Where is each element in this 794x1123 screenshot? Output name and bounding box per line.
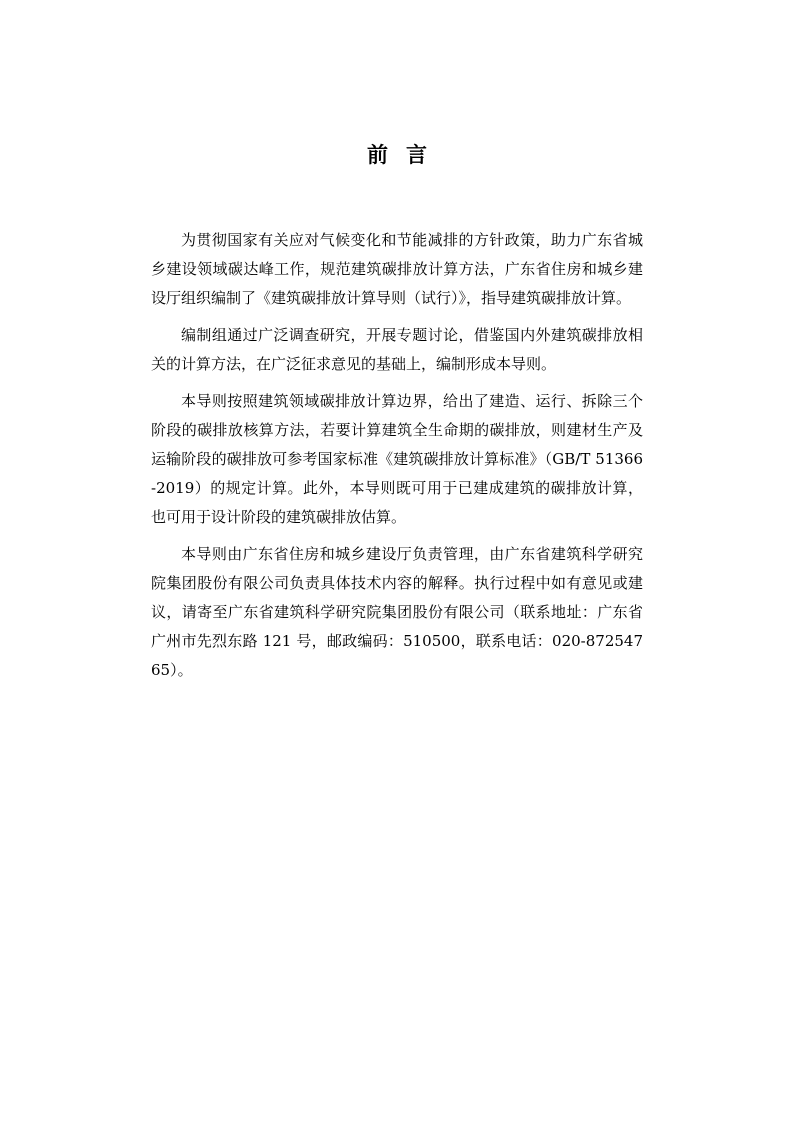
preface-body bbox=[151, 226, 643, 693]
paragraph-compilation: 编制组通过广泛调查研究，开展专题讨论，借鉴国内外建筑碳排放相关的计算方法，在广泛征求意见的基础上，编制形成本导则。 bbox=[151, 326, 643, 373]
paragraph-scope: 本导则按照建筑领域碳排放计算边界，给出了建造、运行、拆除三个阶段的碳排放核算方法，若要计算建筑全生命期的碳排放，则建材生产及运输阶段的碳排放可参考国家标准《建筑碳排放计算标准》（GB/T 51366-2019）的规定计算。此外，本导则既可用于已建成建筑的碳排放计算，也可用于设计阶段的建筑碳排放估算。 bbox=[151, 392, 643, 526]
paragraph-contact: 本导则由广东省住房和城乡建设厅负责管理，由广东省建筑科学研究院集团股份有限公司负责具体技术内容的解释。执行过程中如有意见或建议，请寄至广东省建筑科学研究院集团股份有限公司（联系地址：广东省广州市先烈东路 121 号，邮政编码：510500，联系电话：020-87254765）。 bbox=[151, 545, 643, 679]
page-title: 前言 bbox=[367, 143, 445, 167]
paragraph-purpose: 为贯彻国家有关应对气候变化和节能减排的方针政策，助力广东省城乡建设领域碳达峰工作，规范建筑碳排放计算方法，广东省住房和城乡建设厅组织编制了《建筑碳排放计算导则（试行）》，指导建筑碳排放计算。 bbox=[151, 231, 643, 307]
